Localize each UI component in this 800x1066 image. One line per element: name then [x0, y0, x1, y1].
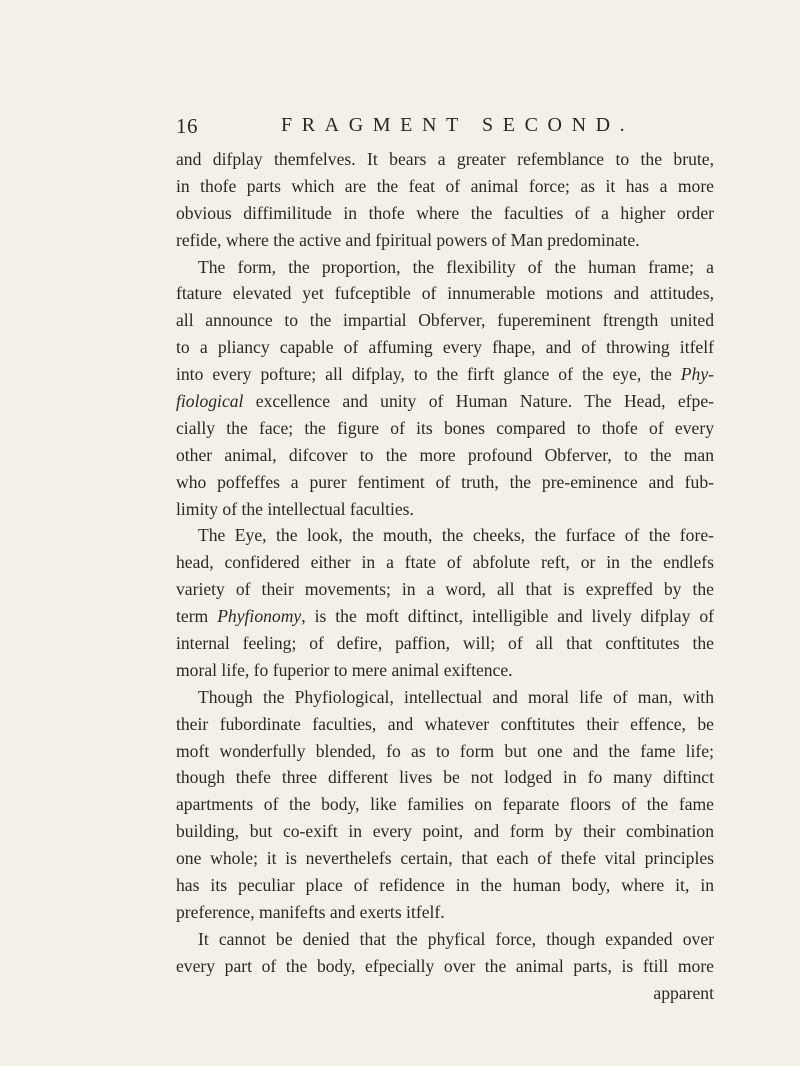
text-line: has its peculiar place of refidence in the human body, where it, in [176, 875, 714, 896]
catchword: apparent [653, 982, 714, 1003]
text-line: moft wonderfully blended, fo as to form but one and the fame life; [176, 740, 714, 761]
text-line: term Phyfionomy, is the moft diftinct, intelligible and lively difplay of [176, 606, 714, 627]
text-line: internal feeling; of defire, paffion, will; of all that conftitutes the [176, 633, 714, 654]
body-text [176, 146, 714, 1007]
text-line: head, confidered either in a ftate of abfolute reft, or in the endlefs [176, 552, 714, 573]
page-header [176, 114, 716, 144]
text-line: into every pofture; all difplay, to the firft glance of the eye, the Phy- [176, 364, 714, 385]
running-title: FRAGMENT SECOND. [281, 114, 635, 136]
text-line: obvious diffimilitude in thofe where the faculties of a higher order [176, 202, 714, 223]
text-line: The Eye, the look, the mouth, the cheeks, the furface of the fore- [198, 525, 714, 546]
text-line: apartments of the body, like families on feparate floors of the fame [176, 794, 714, 815]
text-line: refide, where the active and fpiritual powers of Man predominate. [176, 229, 640, 250]
page-number: 16 [176, 114, 198, 138]
text-line: though thefe three different lives be not lodged in fo many diftinct [176, 767, 714, 788]
text-line: to a pliancy capable of affuming every fhape, and of throwing itfelf [176, 337, 714, 358]
text-line: cially the face; the figure of its bones compared to thofe of every [176, 417, 714, 438]
text-line: variety of their movements; in a word, all that is expreffed by the [176, 579, 714, 600]
text-line: The form, the proportion, the flexibility of the human frame; a [198, 256, 714, 277]
text-line: and difplay themfelves. It bears a greater refemblance to the brute, [176, 149, 714, 169]
text-line: fiological excellence and unity of Human Nature. The Head, efpe- [176, 391, 714, 412]
text-line: limity of the intellectual faculties. [176, 498, 414, 519]
text-line: other animal, difcover to the more profound Obferver, to the man [176, 444, 714, 465]
text-line: preference, manifefts and exerts itfelf. [176, 901, 445, 922]
text-line: Though the Phyfiological, intellectual and moral life of man, with [198, 686, 714, 707]
text-line: moral life, fo fuperior to mere animal exiftence. [176, 659, 513, 680]
text-line: in thofe parts which are the feat of animal force; as it has a more [176, 175, 714, 196]
text-line: every part of the body, efpecially over the animal parts, is ftill more [176, 955, 714, 976]
text-line: their fubordinate faculties, and whatever conftitutes their effence, be [176, 713, 714, 734]
text-line: one whole; it is neverthelefs certain, that each of thefe vital principles [176, 848, 714, 869]
text-line: all announce to the impartial Obferver, fupereminent ftrength united [176, 310, 714, 331]
text-line: who poffeffes a purer fentiment of truth, the pre-eminence and fub- [176, 471, 714, 492]
text-line: It cannot be denied that the phyfical force, though expanded over [198, 928, 714, 949]
text-line: building, but co-exift in every point, and form by their combination [176, 821, 714, 842]
text-line: ftature elevated yet fufceptible of innumerable motions and attitudes, [176, 283, 714, 304]
